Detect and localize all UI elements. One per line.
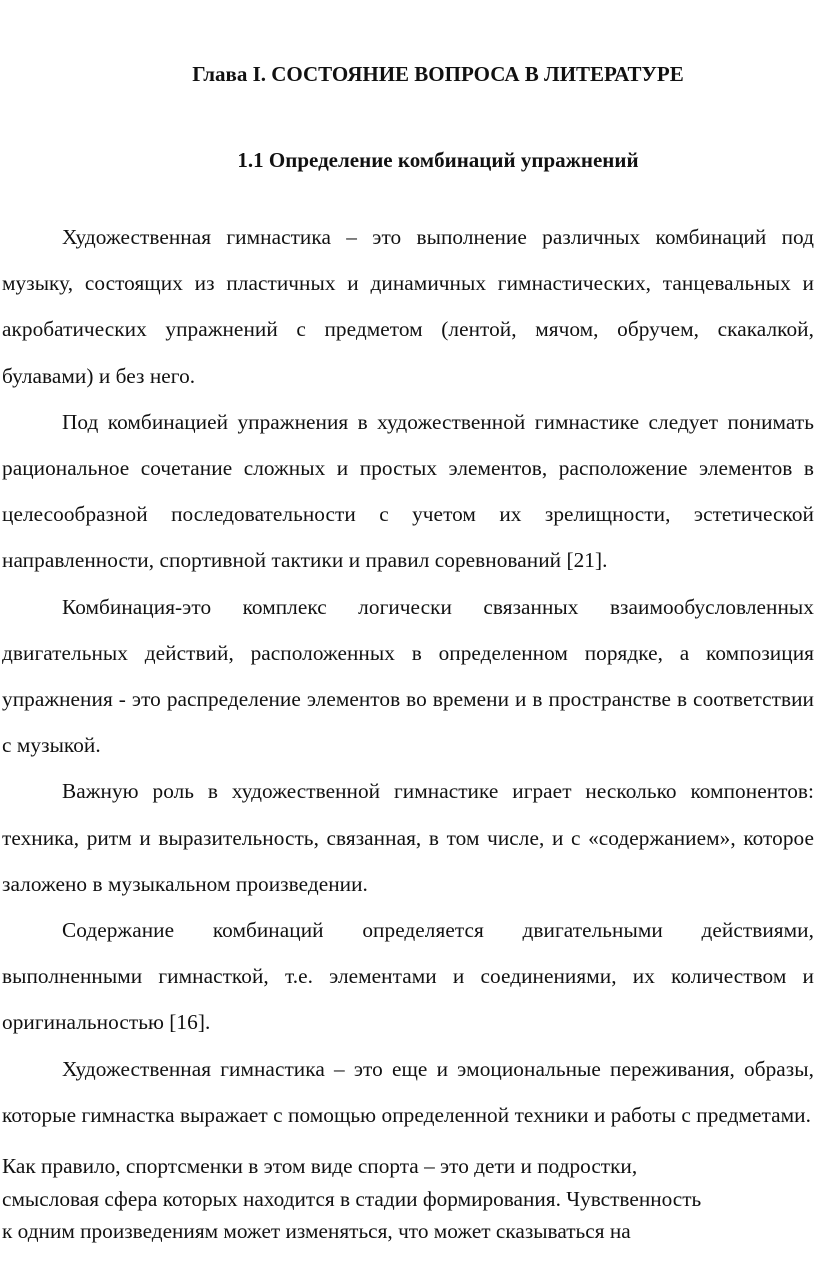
paragraph: Художественная гимнастика – это еще и эмоциональные переживания, образы, которые гимнастка выражает с помощью определенной техники и работы с предметами. <box>2 1056 814 1127</box>
paragraph: Содержание комбинаций определяется двигательными действиями, выполненными гимнасткой, т.е. элементами и соединениями, их количеством и оригинальностью [16]. <box>2 918 814 1035</box>
text-line: смысловая сфера которых находится в стадии формирования. Чувственность <box>2 1186 702 1211</box>
paragraph: Художественная гимнастика – это выполнение различных комбинаций под музыку, состоящих из пластичных и динамичных гимнастических, танцевальных и акробатических упражнений с предметом (лентой, мячом, обручем, скакалкой, булавами) и без него. <box>2 225 814 388</box>
chapter-title: Глава I. СОСТОЯНИЕ ВОПРОСА В ЛИТЕРАТУРЕ <box>192 62 684 86</box>
paragraph: Комбинация-это комплекс логически связанных взаимообусловленных двигательных действий, расположенных в определенном порядке, а композиция упражнения - это распределение элементов во времени и в пространстве в соответствии с музыкой. <box>2 594 814 758</box>
paragraph: Важную роль в художественной гимнастике играет несколько компонентов: техника, ритм и выразительность, связанная, в том числе, и с «содержанием», которое заложено в музыкальном произведении. <box>2 779 814 896</box>
text-line: Как правило, спортсменки в этом виде спорта – это дети и подростки, <box>2 1154 638 1178</box>
body-text <box>2 214 814 1138</box>
unindented-text-block <box>2 1150 814 1248</box>
paragraph: Под комбинацией упражнения в художественной гимнастике следует понимать рациональное сочетание сложных и простых элементов, расположение элементов в целесообразной последовательности с учетом их зрелищности, эстетической направленности, спортивной тактики и правил соревнований [21]. <box>2 409 814 573</box>
section-title: 1.1 Определение комбинаций упражнений <box>237 148 639 172</box>
text-line: к одним произведениям может изменяться, что может сказываться на <box>2 1219 631 1243</box>
